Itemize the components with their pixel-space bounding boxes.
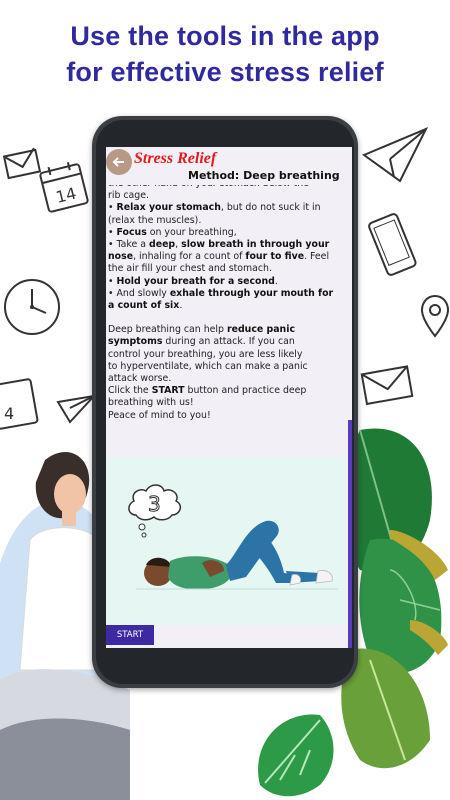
instruction-line: during an attack. If you can xyxy=(162,336,295,348)
back-arrow-icon xyxy=(112,155,126,169)
instruction-line: , but do not suck it in xyxy=(220,202,321,214)
instruction-line: on your breathing, xyxy=(146,226,237,238)
paper-plane-icon xyxy=(56,392,96,428)
emphasis-text: nose xyxy=(108,251,134,263)
instruction-line: Deep breathing can help xyxy=(108,324,227,336)
instruction-line: • And slowly xyxy=(108,287,170,299)
map-pin-icon xyxy=(420,292,450,340)
lying-man-illustration xyxy=(106,457,346,625)
back-button[interactable] xyxy=(106,149,132,175)
emphasis-text: four to five xyxy=(245,251,305,263)
svg-text:4: 4 xyxy=(4,404,15,423)
paper-plane-icon-right xyxy=(360,125,430,185)
app-screen xyxy=(106,147,352,648)
emphasis-text: slow breath in through your xyxy=(181,239,330,251)
headline xyxy=(0,18,450,90)
emphasis-text: symptoms xyxy=(108,336,163,348)
emphasis-text: deep xyxy=(149,239,176,251)
instruction-line: , inhaling for a count of xyxy=(133,251,246,263)
svg-text:14: 14 xyxy=(53,183,79,207)
instruction-line: Peace of mind to you! xyxy=(108,409,211,421)
headline-line-2: for effective stress relief xyxy=(66,57,384,87)
headline-line-1: Use the tools in the app xyxy=(70,21,380,51)
instruction-line: . Feel xyxy=(304,251,330,263)
calendar-icon xyxy=(36,158,92,218)
instructions-text: rib cage. • Relax your stomach, but do not suck it in (relax the muscles). • Focus on your breathing, • Take a deep, slow breath in through your nose, inhaling for a count of four to five. Feel the air fill your chest and stomach. • Hold your breath for a second. • And slowly exhale through your mouth for a count of six. Deep breathing can help reduce panic symptoms during an attack. If you can control your breathing, you are less likely to hyperventilate, which can make a panic attack worse. Click the START button and practice deep breathing with us! Peace of mind to you! xyxy=(108,178,344,422)
calendar-icon-small xyxy=(0,372,40,434)
instruction-line: attack worse. xyxy=(108,373,172,385)
instruction-line: breathing with us! xyxy=(108,397,194,409)
emphasis-text: Hold your breath for a second xyxy=(116,275,275,287)
instruction-line: . xyxy=(179,300,183,312)
instruction-line: button and practice deep xyxy=(184,385,307,397)
instruction-line: rib cage. xyxy=(108,190,149,202)
emphasis-text: Relax your stomach xyxy=(116,202,221,214)
emphasis-text: START xyxy=(151,385,185,397)
instruction-line: the air fill your chest and stomach. xyxy=(108,263,272,275)
breathing-illustration xyxy=(106,457,346,625)
clock-icon xyxy=(0,275,64,339)
method-title: Method: Deep breathing xyxy=(188,169,340,182)
instruction-line: control your breathing, you are less likely xyxy=(108,348,303,360)
envelope-icon-right xyxy=(360,362,416,408)
smartphone-icon xyxy=(364,210,424,282)
instruction-line: to hyperventilate, which can make a panic xyxy=(108,360,308,372)
scrollbar[interactable] xyxy=(348,420,352,648)
start-button[interactable]: START xyxy=(106,625,154,645)
instruction-line: . xyxy=(274,275,278,287)
app-bar xyxy=(106,147,352,185)
emphasis-text: reduce panic xyxy=(226,324,295,336)
instruction-line: (relax the muscles). xyxy=(108,214,202,226)
instruction-line: Click the xyxy=(108,385,152,397)
emphasis-text: a count of six xyxy=(108,300,180,312)
monstera-leaf-illustration xyxy=(250,705,340,800)
instruction-line: , xyxy=(175,239,182,251)
thought-bubble-number: 3 xyxy=(148,492,161,516)
app-title: Stress Relief xyxy=(134,150,217,167)
instructions-scroll-area[interactable] xyxy=(106,185,344,457)
emphasis-text: exhale through your mouth for xyxy=(169,287,334,299)
instruction-line: • Take a xyxy=(108,239,149,251)
emphasis-text: Focus xyxy=(116,226,147,238)
